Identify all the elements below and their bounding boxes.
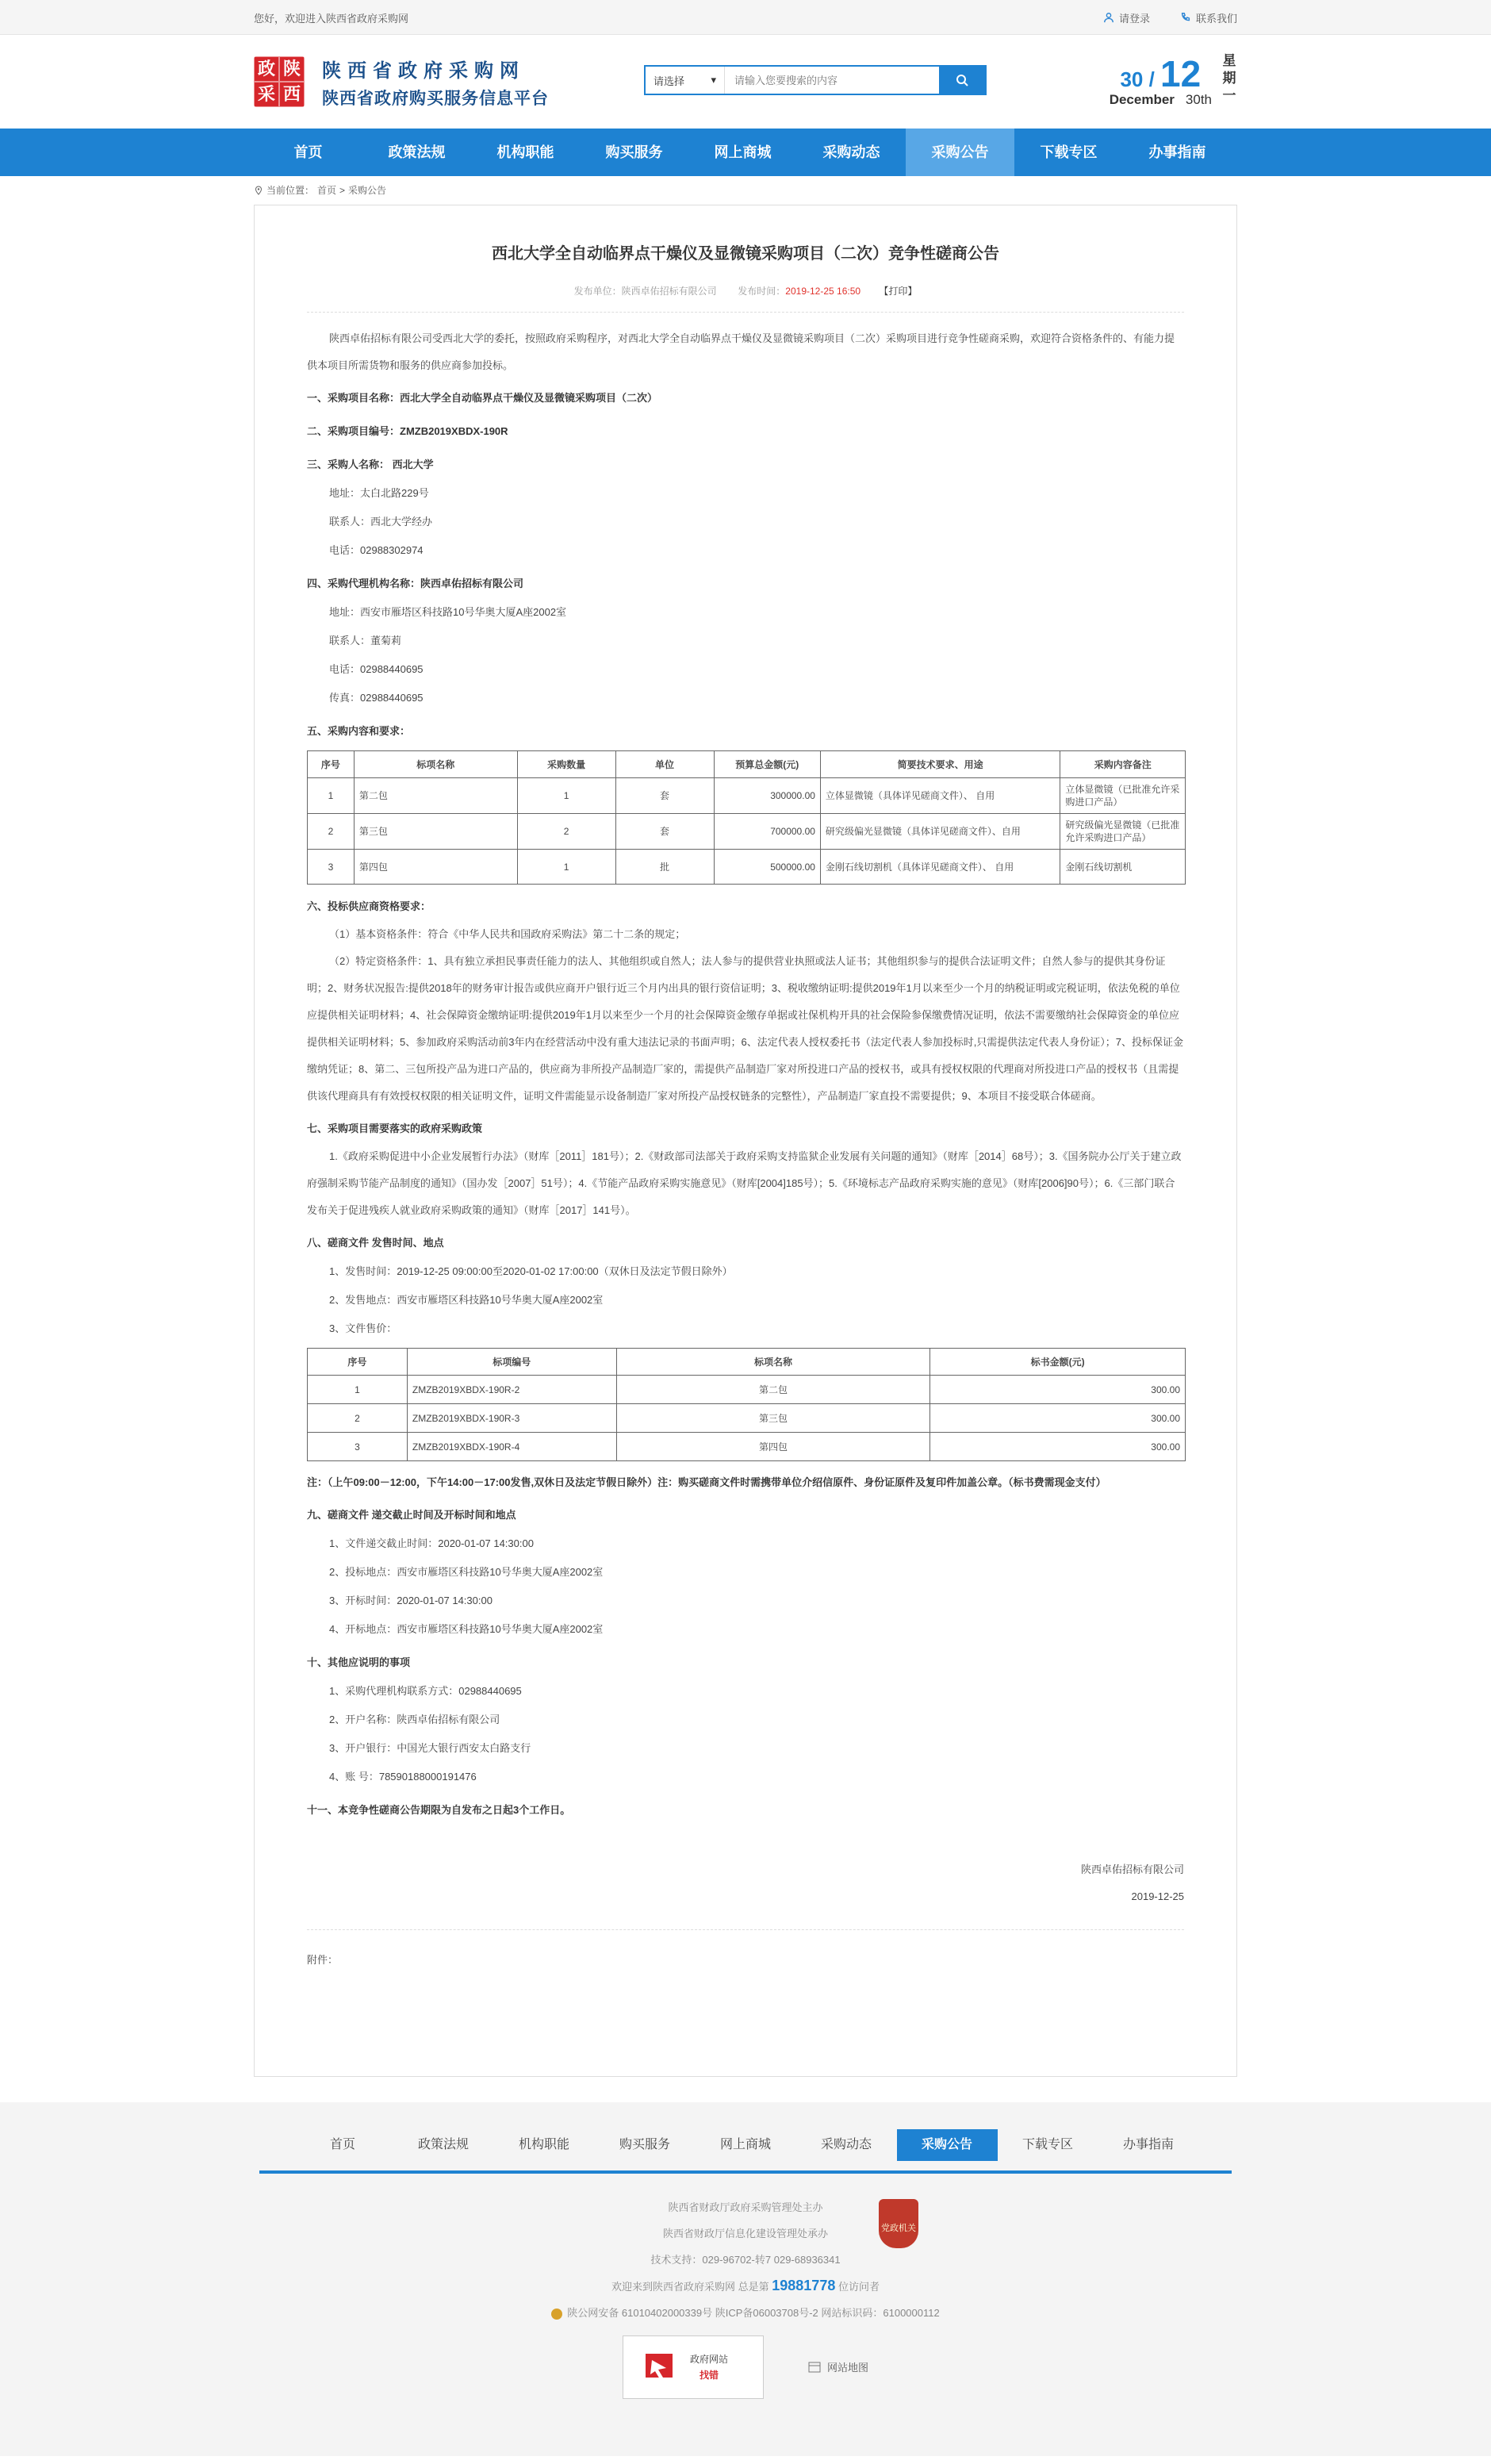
table-cell: 300.00 <box>930 1404 1186 1433</box>
table-row <box>308 1404 1186 1433</box>
site-logo[interactable] <box>254 55 549 109</box>
table-cell: 3 <box>308 1433 408 1461</box>
table-header-cell: 采购内容备注 <box>1060 751 1186 778</box>
footer-tech-support: 技术支持：029-96702-转7 029-68936341 <box>650 2254 841 2266</box>
contact-link[interactable] <box>1180 10 1237 25</box>
table-cell: 第二包 <box>616 1376 930 1404</box>
section-heading: 四、采购代理机构名称：陕西卓佑招标有限公司 <box>307 578 524 589</box>
section-heading: 十一、本竞争性磋商公告期限为自发布之日起3个工作日。 <box>307 1804 571 1816</box>
section-heading: 五、采购内容和要求： <box>307 725 411 737</box>
agent-address: 地址：西安市雁塔区科技路10号华奥大厦A座2002室 <box>329 606 567 618</box>
table-header-cell: 标书金额(元) <box>930 1349 1186 1376</box>
visitor-suffix: 位访问者 <box>837 2281 880 2293</box>
nav-item[interactable]: 采购公告 <box>906 129 1014 176</box>
signature-date: 2019-12-25 <box>1131 1890 1184 1902</box>
opening-time: 3、开标时间：2020-01-07 14:30:00 <box>329 1595 493 1606</box>
table-cell: 立体显微镜（已批准允许采购进口产品） <box>1060 778 1186 814</box>
signature-block <box>307 1856 1184 1910</box>
table-cell: 套 <box>615 778 714 814</box>
contact-label[interactable]: 联系我们 <box>1195 12 1237 25</box>
nav-item[interactable]: 网上商城 <box>714 144 772 160</box>
breadcrumb-home[interactable]: 首页 <box>317 185 337 196</box>
procurement-items-table <box>307 750 1186 885</box>
table-cell: 批 <box>615 850 714 885</box>
footer-nav-item[interactable]: 机构职能 <box>518 2138 569 2151</box>
agent-contact: 联系人：董菊莉 <box>329 635 402 647</box>
search-type-select[interactable] <box>646 67 725 94</box>
search-input[interactable] <box>725 67 939 94</box>
buyer-contact: 联系人：西北大学经办 <box>329 516 433 528</box>
section-heading: 八、磋商文件 发售时间、地点 <box>307 1237 444 1249</box>
footer-nav-item[interactable]: 采购动态 <box>820 2138 872 2151</box>
table-cell: 2 <box>308 1404 408 1433</box>
footer-icp <box>0 2300 1491 2326</box>
location-pin-icon <box>254 186 263 195</box>
icp-text: 陕公网安备 61010402000339号 陕ICP备06003708号-2 网站标识码：6100000112 <box>567 2307 940 2319</box>
nav-item[interactable]: 购买服务 <box>605 144 663 160</box>
top-bar <box>0 0 1491 35</box>
table-header-row <box>308 1349 1186 1376</box>
footer-nav <box>259 2129 1232 2174</box>
table-cell: 1 <box>308 1376 408 1404</box>
table-cell: 研究级偏光显微镜（已批准允许采购进口产品） <box>1060 814 1186 850</box>
section-heading: 三、采购人名称： 西北大学 <box>307 459 434 470</box>
weekday-char: 期 <box>1222 71 1236 86</box>
table-cell: 第三包 <box>354 814 517 850</box>
table-cell: 1 <box>517 778 615 814</box>
error-label-top: 政府网站 <box>689 2354 728 2365</box>
table-header-cell: 标项名称 <box>354 751 517 778</box>
welcome-text: 您好，欢迎进入陕西省政府采购网 <box>254 12 409 25</box>
login-label[interactable]: 请登录 <box>1118 12 1150 25</box>
caret-down-icon: ▾ <box>711 74 716 86</box>
footer-nav-item[interactable]: 办事指南 <box>1122 2138 1174 2151</box>
table-cell: 500000.00 <box>714 850 820 885</box>
footer <box>0 2102 1491 2456</box>
table-cell: 1 <box>308 778 355 814</box>
table-cell: 研究级偏光显微镜（具体详见磋商文件）、自用 <box>820 814 1060 850</box>
table-cell: 第三包 <box>616 1404 930 1433</box>
agent-phone: 电话：02988440695 <box>329 663 424 675</box>
article-title: 西北大学全自动临界点干燥仪及显微镜采购项目（二次）竞争性磋商公告 <box>492 245 999 263</box>
table-cell: 第四包 <box>616 1433 930 1461</box>
account-bank: 3、开户银行：中国光大银行西安太白路支行 <box>329 1742 531 1754</box>
table-header-row <box>308 751 1186 778</box>
sale-note: 注：（上午09:00－12:00，下午14:00－17:00发售,双休日及法定节假日除外）注：购买磋商文件时需携带单位介绍信原件、身份证原件及复印件加盖公章。（标书费需现金支付） <box>307 1476 1106 1488</box>
table-cell: 金刚石线切割机（具体详见磋商文件）、 自用 <box>820 850 1060 885</box>
intro-paragraph: 陕西卓佑招标有限公司受西北大学的委托，按照政府采购程序，对西北大学全自动临界点干燥仪及显微镜采购项目（二次）采购项目进行竞争性磋商采购，欢迎符合资格条件的、有能力提供本项目所需货物和服务的供应商参加投标。 <box>307 332 1175 371</box>
table-header-cell: 标项编号 <box>407 1349 616 1376</box>
nav-item[interactable]: 首页 <box>293 144 323 160</box>
publisher-value: 陕西卓佑招标有限公司 <box>621 286 717 297</box>
date-day-en: 30th <box>1185 92 1212 107</box>
logo-seal <box>254 56 305 107</box>
footer-nav-item[interactable]: 购买服务 <box>619 2138 670 2151</box>
header <box>0 35 1491 129</box>
section-heading: 十、其他应说明的事项 <box>307 1656 411 1668</box>
footer-nav-item[interactable]: 下载专区 <box>1021 2138 1073 2151</box>
table-cell: 3 <box>308 850 355 885</box>
agent-fax: 传真：02988440695 <box>329 692 424 704</box>
table-cell: ZMZB2019XBDX-190R-4 <box>407 1433 616 1461</box>
footer-organizer: 陕西省财政厅信息化建设管理处承办 <box>662 2228 828 2239</box>
table-cell: 套 <box>615 814 714 850</box>
breadcrumb-label: 当前位置： <box>266 185 315 196</box>
publish-time-label: 发布时间： <box>738 286 786 297</box>
article-container <box>254 205 1237 2077</box>
footer-nav-item[interactable]: 首页 <box>329 2138 355 2151</box>
nav-item[interactable]: 下载专区 <box>1040 144 1098 160</box>
nav-item[interactable]: 机构职能 <box>496 144 554 160</box>
table-cell: 2 <box>517 814 615 850</box>
table-header-cell: 单位 <box>615 751 714 778</box>
table-cell: 第四包 <box>354 850 517 885</box>
weekday-char: 星 <box>1222 53 1236 68</box>
table-row <box>308 814 1186 850</box>
agent-contact-phone: 1、采购代理机构联系方式：02988440695 <box>329 1685 522 1697</box>
logo-char: 西 <box>279 82 305 107</box>
table-header-cell: 序号 <box>308 751 355 778</box>
article-meta <box>307 284 1184 313</box>
date-month: 12 <box>1160 53 1202 94</box>
table-header-cell: 标项名称 <box>616 1349 930 1376</box>
footer-sponsor: 陕西省财政厅政府采购管理处主办 <box>668 2201 823 2213</box>
account-name: 2、开户名称：陕西卓佑招标有限公司 <box>329 1714 500 1725</box>
print-link[interactable]: 【打印】 <box>879 286 918 297</box>
buyer-address: 地址：太白北路229号 <box>329 487 429 499</box>
date-month-en: December <box>1109 92 1175 107</box>
table-row <box>308 778 1186 814</box>
section-heading: 二、采购项目编号：ZMZB2019XBDX-190R <box>307 425 508 437</box>
table-row <box>308 850 1186 885</box>
breadcrumb-separator: > <box>339 185 346 196</box>
attachments: 附件： <box>307 1929 1184 1975</box>
footer-nav-item[interactable]: 政策法规 <box>417 2138 469 2151</box>
date-display <box>1110 52 1237 108</box>
breadcrumb-current[interactable]: 采购公告 <box>348 185 387 196</box>
user-icon <box>1103 12 1114 23</box>
weekday-char: 一 <box>1222 88 1236 103</box>
gov-site-error-report[interactable] <box>623 2335 764 2399</box>
table-header-cell: 采购数量 <box>517 751 615 778</box>
article-body <box>307 325 1184 1975</box>
table-cell: 第二包 <box>354 778 517 814</box>
site-title: 陕西省政府采购网 <box>322 59 525 82</box>
section-heading: 六、投标供应商资格要求： <box>307 900 431 912</box>
table-row <box>308 1376 1186 1404</box>
section-heading: 九、磋商文件 递交截止时间及开标时间和地点 <box>307 1509 516 1521</box>
footer-nav-item[interactable]: 网上商城 <box>719 2138 771 2151</box>
site-subtitle: 陕西省政府购买服务信息平台 <box>322 89 549 108</box>
search-icon <box>956 74 968 86</box>
login-link[interactable] <box>1103 10 1150 25</box>
party-government-emblem[interactable] <box>879 2199 918 2248</box>
table-cell: 300.00 <box>930 1433 1186 1461</box>
logo-char: 采 <box>254 82 279 107</box>
police-badge-icon <box>551 2309 562 2320</box>
table-cell: 700000.00 <box>714 814 820 850</box>
table-cell: ZMZB2019XBDX-190R-3 <box>407 1404 616 1433</box>
date-day: 30 <box>1120 67 1144 91</box>
signature-org: 陕西卓佑招标有限公司 <box>1080 1863 1184 1875</box>
table-cell: 300.00 <box>930 1376 1186 1404</box>
policy-paragraph: 1.《政府采购促进中小企业发展暂行办法》（财库［2011］181号）；2.《财政部司法部关于政府采购支持监狱企业发展有关问题的通知》（财库［2014］68号）；3.《国务院办公厅关于建立政府强制采购节能产品制度的通知》（国办发［2007］51号）；4.《节能产品政府采购实施意见》（财库[2004]185号）；5.《环境标志产品政府采购实施的意见》（财库[2006]90号）；6.《三部门联合发布关于促进残疾人就业政府采购政策的通知》（财库［2017］141号）。 <box>307 1150 1182 1216</box>
sitemap-icon <box>808 2362 821 2373</box>
table-cell: ZMZB2019XBDX-190R-2 <box>407 1376 616 1404</box>
sale-time: 1、发售时间：2019-12-25 09:00:00至2020-01-02 17:00:00（双休日及法定节假日除外） <box>329 1265 733 1277</box>
qualification-specific: （2）特定资格条件：1、具有独立承担民事责任能力的法人、其他组织或自然人；法人参与的提供营业执照或法人证书；其他组织参与的提供合法证明文件；自然人参与的提供其身份证明；2、财务状况报告:提供2018年的财务审计报告或供应商开户银行近三个月内出具的银行资信证明；3、税收缴纳证明:提供2019年1月以来至少一个月的纳税证明或完税证明，依法免税的单位应提供相关证明材料；4、社会保障资金缴纳证明:提供2019年1月以来至少一个月的社会保障资金缴存单据或社保机构开具的社会保险参保缴费情况证明，依法不需要缴纳社会保障资金的单位应提供相关证明材料；5、参加政府采购活动前3年内在经营活动中没有重大违法记录的书面声明；6、法定代表人授权委托书（法定代表人参加投标时,只需提供法定代表人身份证）；7、投标保证金缴纳凭证；8、第二、三包所投产品为进口产品的，供应商为非所投产品制造厂家的，需提供产品制造厂家对所投进口产品的授权书，或具有授权权限的代理商对所投进口产品的授权书（且需提供该代理商具有有效授权权限的相关证明文件，证明文件需能显示设备制造厂家对所投产品授权链条的完整性），产品制造厂家直投不需要提供；9、本项目不接受联合体磋商。 <box>307 955 1184 1102</box>
logo-char: 陕 <box>279 56 305 82</box>
submission-location: 2、投标地点：西安市雁塔区科技路10号华奥大厦A座2002室 <box>329 1566 604 1578</box>
main-nav <box>0 129 1491 176</box>
footer-nav-item[interactable]: 采购公告 <box>897 2129 998 2161</box>
qualification-basic: （1）基本资格条件：符合《中华人民共和国政府采购法》第二十二条的规定； <box>329 928 686 940</box>
nav-item[interactable]: 办事指南 <box>1148 144 1206 160</box>
table-cell: 1 <box>517 850 615 885</box>
search-bar <box>644 65 987 95</box>
table-cell: 300000.00 <box>714 778 820 814</box>
date-separator: / <box>1143 67 1161 91</box>
account-number: 4、账 号：78590188000191476 <box>329 1771 477 1783</box>
publisher-label: 发布单位： <box>573 286 622 297</box>
table-header-cell: 简要技术要求、用途 <box>820 751 1060 778</box>
sitemap-link[interactable] <box>808 2355 868 2381</box>
logo-char: 政 <box>254 56 279 82</box>
opening-location: 4、开标地点：西安市雁塔区科技路10号华奥大厦A座2002室 <box>329 1623 604 1635</box>
footer-info <box>0 2194 1491 2399</box>
magnifier-icon <box>644 2349 680 2385</box>
nav-item[interactable]: 采购动态 <box>822 144 880 160</box>
phone-icon <box>1180 12 1191 23</box>
visitor-prefix: 欢迎来到陕西省政府采购网 总是第 <box>611 2281 769 2293</box>
section-heading: 一、采购项目名称：西北大学全自动临界点干燥仪及显微镜采购项目（二次） <box>307 392 658 404</box>
table-cell: 立体显微镜（具体详见磋商文件）、 自用 <box>820 778 1060 814</box>
search-button[interactable] <box>939 67 985 94</box>
weekday <box>1221 52 1237 105</box>
table-cell: 2 <box>308 814 355 850</box>
table-header-cell: 预算总金额(元) <box>714 751 820 778</box>
table-header-cell: 序号 <box>308 1349 408 1376</box>
emblem-label: 党政机关 <box>881 2224 916 2233</box>
visitor-count: 19881778 <box>772 2278 836 2293</box>
publish-time-value: 2019-12-25 16:50 <box>785 286 861 297</box>
table-cell: 金刚石线切割机 <box>1060 850 1186 885</box>
error-label-bottom: 找错 <box>699 2370 719 2381</box>
document-price-table <box>307 1348 1186 1461</box>
visitor-counter <box>0 2273 1491 2300</box>
section-heading: 七、采购项目需要落实的政府采购政策 <box>307 1123 483 1134</box>
buyer-phone: 电话：02988302974 <box>329 544 424 556</box>
sale-location: 2、发售地点：西安市雁塔区科技路10号华奥大厦A座2002室 <box>329 1294 604 1306</box>
search-type-value: 请选择 <box>654 75 685 87</box>
table-row <box>308 1433 1186 1461</box>
nav-item[interactable]: 政策法规 <box>388 144 446 160</box>
sale-price-label: 3、文件售价： <box>329 1322 397 1334</box>
breadcrumb <box>254 176 1237 205</box>
sitemap-label: 网站地图 <box>826 2361 868 2374</box>
submission-deadline: 1、文件递交截止时间：2020-01-07 14:30:00 <box>329 1537 534 1549</box>
